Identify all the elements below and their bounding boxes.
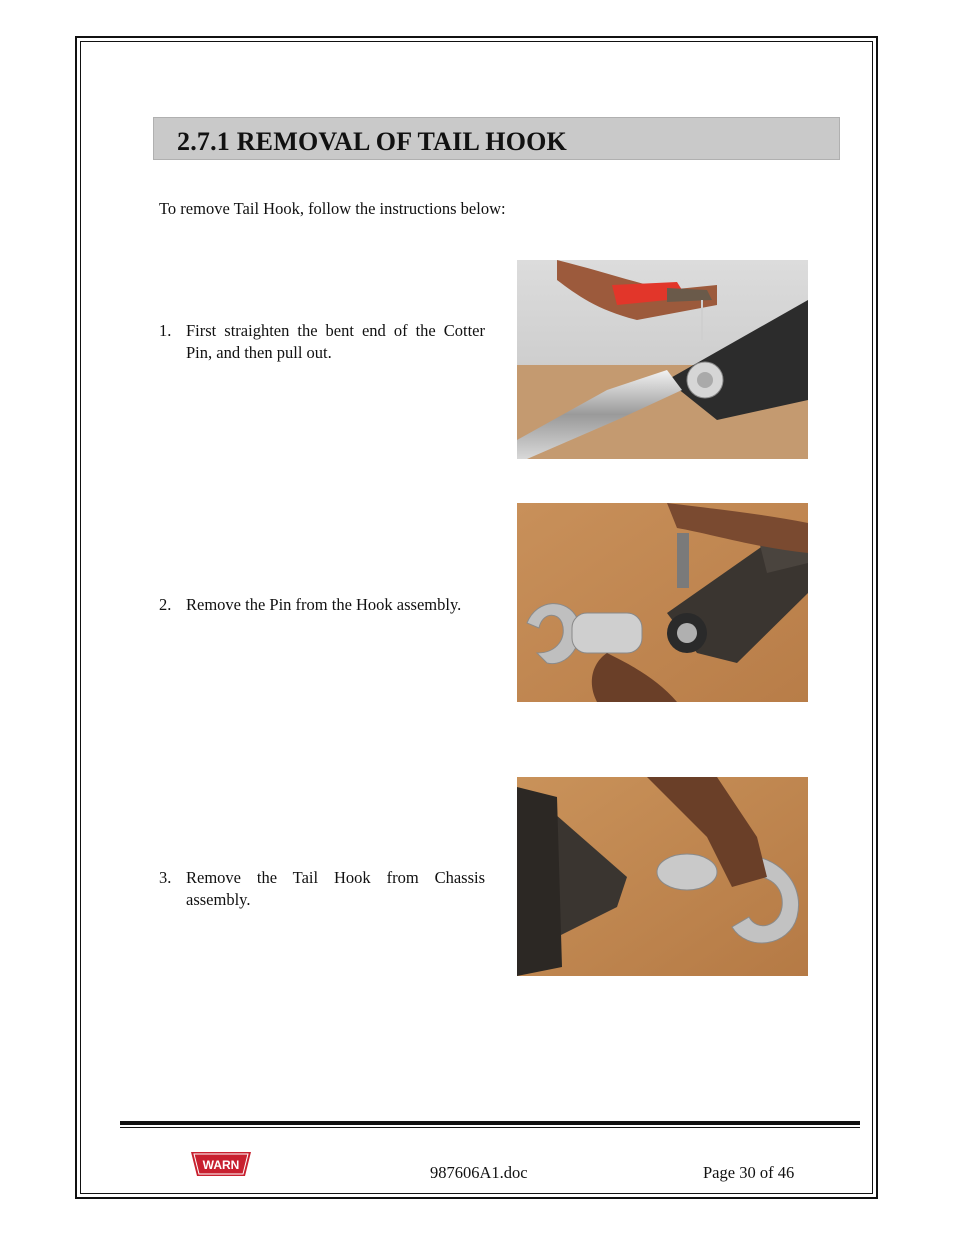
- footer-document-name: 987606A1.doc: [430, 1163, 528, 1182]
- step-3: [159, 867, 485, 911]
- photo-cotter-pin: [517, 260, 808, 459]
- footer-rule-thin: [120, 1127, 860, 1128]
- photo-remove-pin: [517, 503, 808, 702]
- footer-page-number: Page 30 of 46: [703, 1163, 795, 1182]
- section-heading: 2.7.1 REMOVAL OF TAIL HOOK: [177, 127, 567, 156]
- step-number: 3.: [159, 868, 172, 887]
- step-1: [159, 320, 485, 364]
- intro-text: To remove Tail Hook, follow the instructions below:: [159, 199, 506, 218]
- step-number: 2.: [159, 595, 172, 614]
- step-number: 1.: [159, 321, 172, 340]
- photo-remove-hook: [517, 777, 808, 976]
- svg-text:WARN: WARN: [202, 1158, 240, 1172]
- step-text: First straighten the bent end of the Cotter Pin, and then pull out.: [186, 321, 485, 362]
- step-2: [159, 594, 485, 616]
- step-text: Remove the Tail Hook from Chassis assembly.: [186, 868, 485, 909]
- section-heading-bar: [153, 117, 840, 160]
- footer-rule: [120, 1121, 860, 1125]
- warn-logo: [189, 1149, 253, 1179]
- step-text: Remove the Pin from the Hook assembly.: [186, 595, 462, 614]
